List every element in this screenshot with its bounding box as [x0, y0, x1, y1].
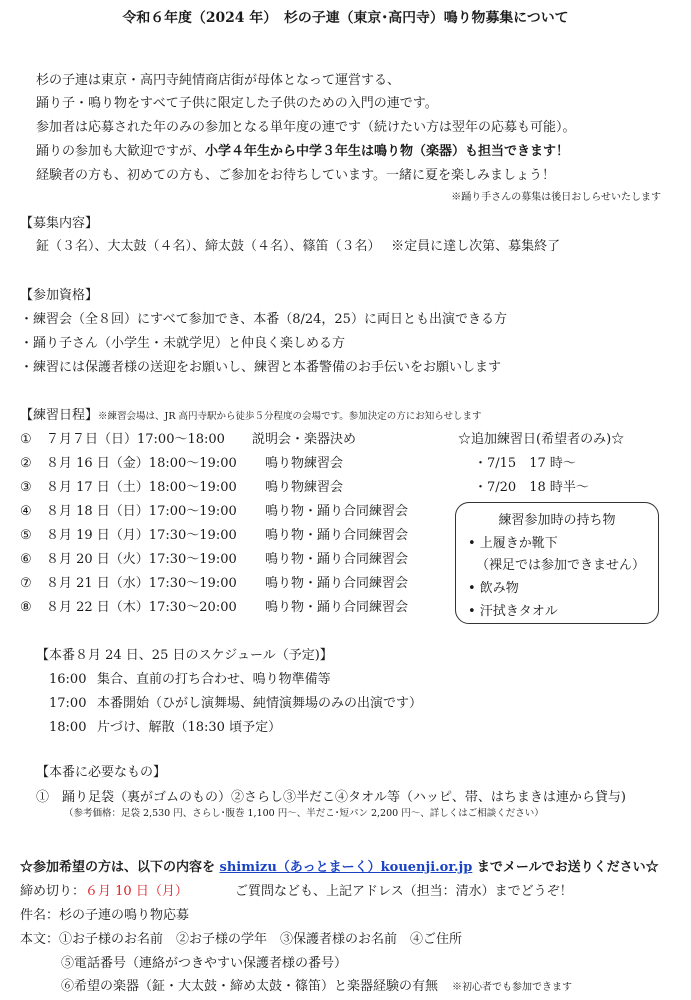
qualification-item-3: ・練習には保護者様の送迎をお願いし、練習と本番警備のお手伝いをお願いします: [20, 360, 502, 375]
practice-desc-8: 鳴り物・踊り合同練習会: [265, 600, 409, 615]
practice-date-3: ８月 17 日（土）18:00～19:00: [46, 480, 237, 495]
practice-desc-2: 鳴り物練習会: [265, 456, 344, 471]
apply-prefix: ☆参加希望の方は、以下の内容を: [20, 860, 220, 875]
recruit-heading: 【募集内容】: [20, 216, 99, 231]
practice-num-8: ⑧: [20, 600, 32, 615]
practice-desc-1: 説明会・楽器決め: [252, 432, 357, 447]
practice-num-4: ④: [20, 504, 32, 519]
extra-practice-heading: ☆追加練習日(希望者のみ)☆: [458, 432, 625, 447]
practice-num-3: ③: [20, 480, 32, 495]
practice-desc-7: 鳴り物・踊り合同練習会: [265, 576, 409, 591]
schedule-text-2: 本番開始（ひがし演舞場、純情演舞場のみの出演です）: [97, 696, 423, 711]
practice-num-6: ⑥: [20, 552, 32, 567]
apply-email-link[interactable]: shimizu（あっとまーく）kouenji.or.jp: [219, 860, 473, 875]
mail-body-2: ⑤電話番号（連絡がつきやすい保護者様の番号）: [61, 956, 348, 971]
schedule-time-3: 18:00: [49, 720, 87, 735]
schedule-time-2: 17:00: [49, 696, 87, 711]
practice-date-1: ７月７日（日）17:00～18:00: [46, 432, 225, 447]
mail-body-3-note: ※初心者でも参加できます: [452, 982, 573, 993]
schedule-text-1: 集合、直前の打ち合わせ、鳴り物準備等: [97, 672, 331, 687]
intro-line-2: 踊り子・鳴り物をすべて子供に限定した子供のための入門の連です。: [36, 96, 438, 111]
practice-desc-5: 鳴り物・踊り合同練習会: [265, 528, 409, 543]
bring-items-box: [455, 502, 659, 624]
deadline-label: 締め切り：: [20, 884, 86, 899]
bring-item-3: • 汗拭きタオル: [468, 604, 558, 619]
needs-line: ① 踊り足袋（裏がゴムのもの）②さらし③半だこ④タオル等（ハッピ、帯、はちまきは連から貸与): [36, 790, 626, 805]
qualification-item-1: ・練習会（全８回）にすべて参加でき、本番（8/24，25）に両日とも出演できる方: [20, 312, 507, 327]
practice-heading: [20, 408, 481, 424]
schedule-time-1: 16:00: [49, 672, 87, 687]
practice-date-6: ８月 20 日（火）17:30～19:00: [46, 552, 237, 567]
schedule-heading: 【本番８月 24 日、25 日のスケジュール（予定)】: [36, 648, 333, 663]
qualification-item-2: ・踊り子さん（小学生・未就学児）と仲良く楽しめる方: [20, 336, 346, 351]
bring-item-2: • 飲み物: [468, 581, 519, 596]
practice-desc-3: 鳴り物練習会: [265, 480, 344, 495]
extra-practice-item-1: ・7/15 17 時～: [474, 456, 576, 471]
apply-suffix: までメールでお送りください☆: [472, 860, 659, 875]
recruit-line: 鉦（３名）、大太鼓（４名）、締太鼓（４名）、篠笛（３名） ※定員に達し次第、募集終了: [36, 239, 561, 254]
practice-num-7: ⑦: [20, 576, 32, 591]
bring-item-1: • 上履きか靴下: [468, 536, 558, 551]
mail-body-3-text: ⑥希望の楽器（鉦・大太鼓・締め太鼓・篠笛）と楽器経験の有無: [61, 979, 439, 994]
intro-note: ※踊り手さんの募集は後日おしらせいたします: [451, 192, 661, 203]
intro-line-4: [36, 144, 569, 160]
practice-note: ※練習会場は、JR 高円寺駅から徒歩５分程度の会場です。参加決定の方にお知らせします: [98, 411, 482, 422]
intro-line-1: 杉の子連は東京・高円寺純情商店街が母体となって運営する、: [36, 73, 401, 88]
extra-practice-item-2: ・7/20 18 時半～: [474, 480, 589, 495]
page-title: 令和６年度（2024 年） 杉の子連（東京･高円寺）鳴り物募集について: [122, 10, 569, 26]
practice-date-8: ８月 22 日（木）17:30～20:00: [46, 600, 237, 615]
practice-num-5: ⑤: [20, 528, 32, 543]
needs-heading: 【本番に必要なもの】: [36, 765, 167, 780]
intro-line-4-emphasis: 小学４年生から中学３年生は鳴り物（楽器）も担当できます！: [205, 144, 570, 159]
qualification-heading: 【参加資格】: [20, 288, 99, 303]
mail-subject: 件名：杉の子連の鳴り物応募: [20, 908, 190, 923]
practice-num-2: ②: [20, 456, 32, 471]
practice-date-2: ８月 16 日（金）18:00～19:00: [46, 456, 237, 471]
practice-date-7: ８月 21 日（水）17:30～19:00: [46, 576, 237, 591]
schedule-text-3: 片づけ、解散（18:30 頃予定）: [97, 720, 282, 735]
apply-line: [20, 860, 659, 876]
practice-heading-label: 【練習日程】: [20, 408, 99, 423]
intro-line-4-plain: 踊りの参加も大歓迎ですが、: [36, 144, 206, 159]
practice-desc-4: 鳴り物・踊り合同練習会: [265, 504, 409, 519]
practice-date-5: ８月 19 日（月）17:30～19:00: [46, 528, 237, 543]
practice-desc-6: 鳴り物・踊り合同練習会: [265, 552, 409, 567]
deadline-date: ６月 10 日（月）: [85, 884, 188, 899]
mail-body-3: [61, 979, 572, 995]
practice-date-4: ８月 18 日（日）17:00～19:00: [46, 504, 237, 519]
bring-item-1-note: （裸足では参加できません）: [476, 558, 646, 573]
intro-line-3: 参加者は応募された年のみの参加となる単年度の連です（続けたい方は翌年の応募も可能）。: [36, 120, 576, 135]
practice-num-1: ①: [20, 432, 32, 447]
deadline-note: ご質問なども、上記アドレス（担当：清水）までどうぞ！: [235, 884, 573, 899]
needs-price-note: （参考価格：足袋 2,530 円、さらし･腹巻 1,100 円～、半だこ･短パン 2,200 円～、詳しくはご相談ください）: [64, 808, 544, 819]
deadline-line: [20, 884, 188, 900]
bring-items-title: 練習参加時の持ち物: [498, 513, 616, 528]
intro-line-5: 経験者の方も、初めての方も、ご参加をお待ちしています。一緒に夏を楽しみましょう！: [36, 168, 555, 183]
mail-body-1: 本文：①お子様のお名前 ②お子様の学年 ③保護者様のお名前 ④ご住所: [20, 932, 463, 947]
